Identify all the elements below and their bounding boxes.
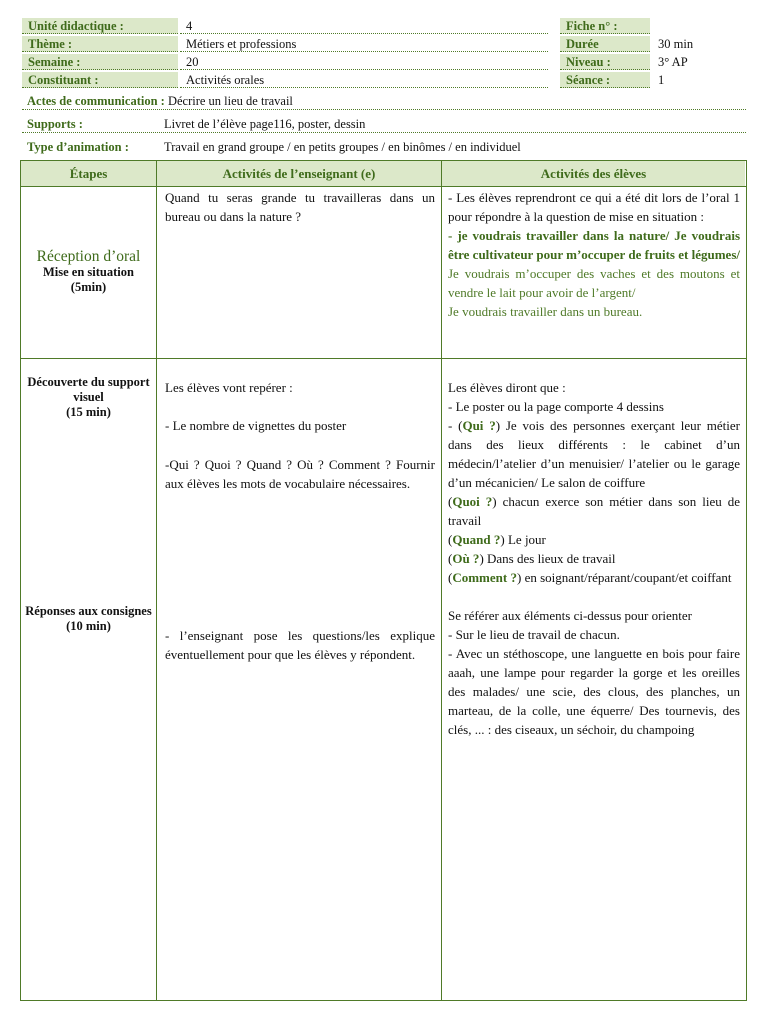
header-etapes: Étapes <box>21 161 156 186</box>
semaine-label: Semaine : <box>22 54 178 70</box>
keyword-ou: Où ? <box>452 551 480 566</box>
students-ou: (Où ?) Dans des lieux de travail <box>448 551 616 566</box>
column-divider <box>441 161 442 1000</box>
column-divider <box>156 161 157 1000</box>
constituant-value: Activités orales <box>180 72 548 88</box>
step-reponses-title: Réponses aux consignes <box>25 604 152 618</box>
students-answer-last: Je voudrais travailler dans un bureau. <box>448 304 643 319</box>
actes-value: Décrire un lieu de travail <box>167 94 293 108</box>
step-decouverte-title: Découverte du support visuel <box>27 375 150 404</box>
students-answer-green: Je voudrais m’occuper des vaches et des moutons et vendre le lait pour avoir de l’argent/ <box>448 266 740 300</box>
teacher-repere: Les élèves vont repérer : <box>165 380 293 395</box>
niveau-label: Niveau : <box>560 54 650 70</box>
students-referer: Se référer aux éléments ci-dessus pour orienter <box>448 608 693 623</box>
type-label: Type d’animation : <box>27 140 129 154</box>
constituant-label: Constituant : <box>22 72 178 88</box>
students-intro: - Les élèves reprendront ce qui a été dit lors de l’oral 1 pour répondre à la question de mise en situation : <box>448 190 740 224</box>
students-quoi: (Quoi ?) chacun exerce son métier dans son lieu de travail <box>448 494 740 528</box>
theme-label: Thème : <box>22 36 178 52</box>
theme-value: Métiers et professions <box>180 36 548 52</box>
teacher-question: Quand tu seras grande tu travailleras dans un bureau ou dans la nature ? <box>165 190 435 224</box>
semaine-value: 20 <box>180 54 548 70</box>
step-reception <box>23 249 154 295</box>
unite-value: 4 <box>180 18 548 34</box>
teacher-questions: -Qui ? Quoi ? Quand ? Où ? Comment ? Fournir aux élèves les mots de vocabulaire nécessaires. <box>165 457 435 491</box>
row-divider <box>21 186 746 187</box>
seance-label: Séance : <box>560 72 650 88</box>
duree-value: 30 min <box>658 37 694 51</box>
step-decouverte-time: (15 min) <box>66 405 111 419</box>
lesson-table <box>20 160 747 1001</box>
students-poster: - Le poster ou la page comporte 4 dessins <box>448 399 664 414</box>
step-reponses <box>23 604 154 634</box>
supports-value: Livret de l’élève page116, poster, dessin <box>164 117 366 131</box>
students-cell-row1 <box>448 188 740 321</box>
duree-label: Durée <box>560 36 650 52</box>
actes-label: Actes de communication : <box>27 94 165 108</box>
step-reception-title: Réception d’oral <box>36 248 141 265</box>
type-value: Travail en grand groupe / en petits groupes / en binômes / en individuel <box>164 140 521 154</box>
niveau-value: 3° AP <box>658 55 688 69</box>
students-avec: - Avec un stéthoscope, une languette en bois pour faire aaah, une lampe pour regarder la gorge et les oreilles des malades/ une scie, des clous, des planches, un marteau, de la colle, une équerre/ Des tournevis, des clés, ... : des ciseaux, un séchoir, du champoing <box>448 646 740 737</box>
actes-row <box>22 92 746 110</box>
teacher-explique: - l’enseignant pose les questions/les explique éventuellement pour que les élèves y répondent. <box>165 628 435 662</box>
seance-value: 1 <box>658 73 665 87</box>
students-answer-bold: - je voudrais travailler dans la nature/ Je voudrais être cultivateur pour m’occuper de fruits et légumes/ <box>448 228 740 262</box>
students-qui: - (Qui ?) Je vois des personnes exerçant leur métier dans des lieux différents : le cabinet d’un médecin/l’atelier d’un menuisier/ l’atelier ou le garage d’un mécanicien/ Le salon de coiffure <box>448 418 740 490</box>
header-enseignant: Activités de l’enseignant (e) <box>157 161 441 186</box>
teacher-cell-row1 <box>165 188 435 226</box>
students-cell-row2 <box>448 378 740 739</box>
unite-label: Unité didactique : <box>22 18 178 34</box>
students-lieu: - Sur le lieu de travail de chacun. <box>448 627 620 642</box>
fiche-value <box>652 18 746 34</box>
keyword-comment: Comment ? <box>452 570 517 585</box>
students-quand: (Quand ?) Le jour <box>448 532 546 547</box>
keyword-quand: Quand ? <box>452 532 501 547</box>
students-comment: (Comment ?) en soignant/réparant/coupant/et coiffant <box>448 570 732 585</box>
supports-label: Supports : <box>27 117 83 131</box>
step-decouverte <box>23 375 154 420</box>
fiche-label: Fiche n° : <box>560 18 650 34</box>
step-mise-situation: Mise en situation <box>43 265 134 279</box>
teacher-vignettes: - Le nombre de vignettes du poster <box>165 418 347 433</box>
students-diront: Les élèves diront que : <box>448 380 566 395</box>
step-reponses-time: (10 min) <box>66 619 111 633</box>
header-eleves: Activités des élèves <box>442 161 745 186</box>
keyword-qui: Qui ? <box>462 418 496 433</box>
keyword-quoi: Quoi ? <box>452 494 493 509</box>
row-divider <box>21 358 746 359</box>
supports-row <box>22 115 746 133</box>
step-mise-time: (5min) <box>70 280 107 294</box>
type-row <box>22 138 746 156</box>
